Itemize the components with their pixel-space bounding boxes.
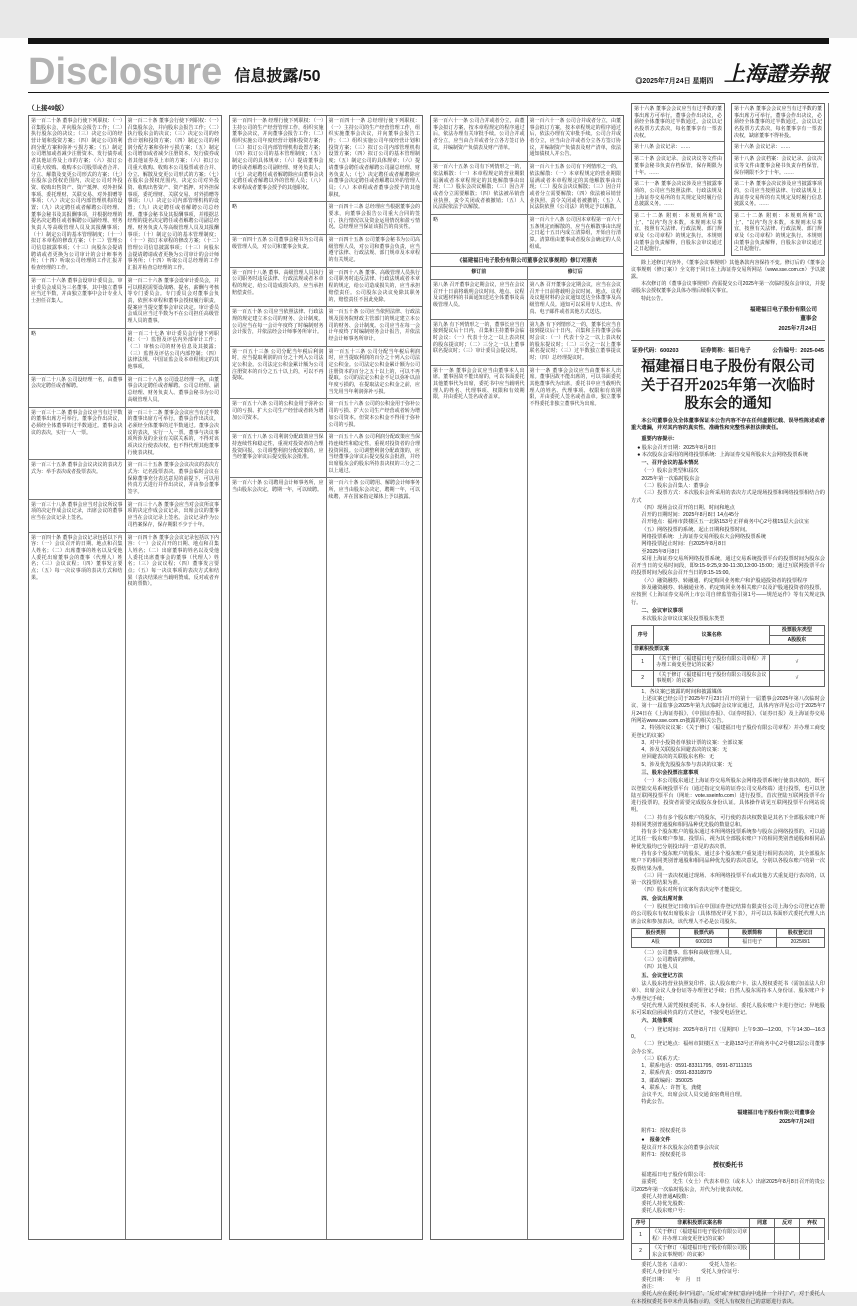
announcement-paragraph: 附件1：授权委托书 bbox=[641, 1152, 686, 1159]
announcement-paragraph: 网络投票系统：上海证券交易所股东大会网络投票系统 bbox=[641, 533, 766, 540]
charter-cell-before: 第一百五十三条 公司分配当年税后利润时，应当提取利润的百分之十列入公司法定公积金。公司法定公积金累计额为公司注册资本的百分之五十以上的，可以不再提取。 bbox=[232, 348, 324, 382]
charter-cell-before: 第一百二十条 董事会行使下列职权：（一）召集股东会，并向股东会报告工作；（二）执行股东会的决议；（三）决定公司的经营计划和投资方案；（四）制定公司的利润分配方案和弥补亏损方案；（五）制定公司增加或者减少注册资本、发行债券或者其他证券及上市的方案；（六）拟订公司重大收购、收购本公司股票或者合并、分立、解散及变更公司形式的方案；（七）在股东会授权范围内，决定公司对外投资、收购出售资产、资产抵押、对外担保事项、委托理财、关联交易、对外捐赠等事项；（八）决定公司内部管理机构的设置；（九）决定聘任或者解聘公司经理、董事会秘书及其报酬事项，并根据经理的提名决定聘任或者解聘公司副经理、财务负责人等高级管理人员及其报酬事项；（十）制定公司的基本管理制度；（十一）拟订本章程的修改方案；（十二）管理公司信息披露事项；（十三）向股东会提请聘请或者更换为公司审计的会计师事务所；（十四）听取公司经理的工作汇报并检查经理的工作。 bbox=[31, 118, 123, 272]
table-cell bbox=[750, 1228, 775, 1244]
column-block-1 bbox=[28, 103, 222, 1240]
announcement-heading: 重要内容提示： bbox=[641, 436, 678, 443]
charter-cell-before: 略 bbox=[232, 204, 238, 211]
charter-row bbox=[29, 276, 221, 329]
table-row bbox=[632, 654, 825, 670]
announcement-heading: 一、召开会议的基本情况 bbox=[641, 460, 699, 467]
closing-paragraph: 特此公告。 bbox=[641, 295, 667, 302]
announcement-paragraph: 3、邮政编码：350025 bbox=[641, 1077, 693, 1084]
table-row bbox=[632, 645, 825, 655]
signature-line: 2025年7月24日 bbox=[778, 325, 817, 332]
rules-row: 第十八条 会议记录：…… bbox=[632, 142, 724, 154]
rules-table-right bbox=[731, 103, 825, 256]
charter-cell-before: 第一百六十五条 公司有下列情形之一的，依法解散：（一）本章程规定的营业期限届满或者本章程规定的其他解散事由出现；（二）股东会决议解散；（三）因合并或者分立需要解散；（四）依法被吊销营业执照、责令关闭或者被撤销；（五）人民法院依法予以解散。 bbox=[433, 164, 525, 211]
charter-cell-before: 第一百三十八条 董事会应当对会议所议事项的决定作成会议记录，出席会议的董事应当在会议记录上签名。 bbox=[31, 501, 123, 522]
charter-cell-before: 第一百六十一条 公司合并或者分立，由董事会拟订方案，按本章程规定的程序通过后，依法办理有关审批手续。公司合并或者分立，应当由合并或者分立各方签订协议，并编制资产负债表及财产清单。 bbox=[433, 118, 525, 151]
page-header bbox=[28, 46, 829, 93]
announcement-paragraph: 召开地点：福州市鼓楼区五一北路153号正祥商务中心2号楼15层大会议室 bbox=[641, 519, 810, 526]
charter-cell-before: 第一百四十条 董事会会议记录包括以下内容：（一）会议召开的日期、地点和召集人姓名；（二）出席董事的姓名以及受他人委托出席董事会的董事（代理人）姓名；（三）会议议程；（四）董事发言要点；（五）每一决议事项的表决方式和结果。 bbox=[31, 534, 123, 581]
announcement-title-company: 福建福日电子股份有限公司 bbox=[641, 359, 815, 376]
table-header-cell: 弃权 bbox=[800, 1218, 825, 1228]
top-black-bar bbox=[28, 38, 829, 44]
section-title: 信息披露/50 bbox=[234, 68, 321, 85]
charter-row bbox=[29, 500, 221, 533]
announcement-paragraph: （三）投票方式：本次股东会所采用的表决方式是现场投票和网络投票相结合的方式 bbox=[631, 490, 825, 504]
announcement-title-subject: 关于召开2025年第一次临时股东会的通知 bbox=[641, 377, 815, 413]
announcement-paragraph: 委托人签名（盖章）： 受托人签名： bbox=[641, 1262, 759, 1269]
table-cell bbox=[800, 1228, 825, 1244]
announcement-paragraph: 4、涉及关联股东回避表决的议案：无 bbox=[641, 747, 728, 754]
shareholder-meeting-announcement bbox=[631, 344, 825, 1306]
column-block-2 bbox=[229, 103, 423, 1240]
charter-cell-after: 修订后 bbox=[527, 267, 624, 279]
table-cell: √ bbox=[769, 654, 824, 670]
charter-cell-after: 第一百六十一条 公司合并或者分立，由董事会拟订方案，按本章程规定的程序通过后，依法办理有关审批手续。公司合并或者分立，应当由合并或者分立各方签订协议，并编制资产负债表及财产清单，依法通知债权人并公告。 bbox=[527, 116, 624, 161]
newspaper-masthead: 上海證券報 bbox=[724, 61, 829, 86]
right-column bbox=[631, 103, 829, 1305]
announcement-paragraph: 2025年第一次临时股东会 bbox=[641, 475, 700, 482]
announcement-paragraph: 4、联系人：许智飞、龚健 bbox=[641, 1084, 702, 1091]
announcement-paragraph: 备注： bbox=[641, 1284, 657, 1290]
announcement-paragraph: （二）股东会召集人：董事会 bbox=[641, 483, 709, 490]
record-date-table bbox=[631, 928, 825, 948]
board-disclaimer: 本公司董事会及全体董事保证本公告内容不存在任何虚假记载、误导性陈述或者重大遗漏，并对其内容的真实性、准确性和完整性承担法律责任。 bbox=[631, 417, 825, 432]
security-code: 证券代码：600203 bbox=[632, 348, 679, 355]
charter-cell-after: 第一百四十一条 总经理行使下列职权：（一）主持公司的生产经营管理工作，组织实施董事会决议，并向董事会报告工作；（二）组织实施公司年度经营计划和投资方案；（三）拟订公司内部管理机构设置方案；（四）拟订公司的基本管理制度；（五）制定公司的具体规章；（六）提请董事会聘任或者解聘公司副总经理、财务负责人；（七）决定聘任或者解聘除应由董事会决定聘任或者解聘以外的管理人员；（八）本章程或者董事会授予的其他职权。 bbox=[326, 116, 423, 201]
announcement-paragraph: （二）持有多个股东账户的股东，可行使的表决权数量是其名下全部股东账户所持相同类别普通股和相同品种优先股的数量总和。 bbox=[631, 814, 825, 828]
announcement-heading: 六、其他事项 bbox=[641, 1018, 673, 1025]
continuation-marker: （上接49版） bbox=[28, 105, 68, 112]
charter-cell-before: 第一百四十八条 董事、高级管理人员执行公司职务时违反法律、行政法规或者本章程的规定，给公司造成损失的，应当承担赔偿责任。 bbox=[232, 269, 324, 296]
announcement-paragraph: （三）同一表决权通过现场、本所网络投票平台或其他方式重复进行表决的，以第一次投票结果为准。 bbox=[631, 872, 825, 887]
charter-row bbox=[230, 399, 422, 432]
charter-cell-after: 第一百六十五条 公司有下列情形之一的，依法解散：（一）本章程规定的营业期限届满或者本章程规定的其他解散事由出现；（二）股东会决议解散；（三）因合并或者分立需要解散；（四）依法被吊销营业执照、责令关闭或者被撤销；（五）人民法院依照《公司法》的规定予以解散。 bbox=[527, 162, 624, 214]
column-block-3 bbox=[430, 103, 624, 1240]
table-cell bbox=[775, 1244, 800, 1260]
charter-cell-after: 第一百二十七条 审计委员会行使下列职权：（一）监督及评估内外部审计工作；（二）审核公司的财务信息及其披露；（三）监督及评估公司内部控制；（四）法律法规、中国证监会及本章程规定的其他事项。 bbox=[125, 329, 222, 374]
charter-row bbox=[230, 432, 422, 478]
signature-line: 福建福日电子股份有限公司董事会 bbox=[737, 1109, 815, 1116]
charter-row bbox=[29, 375, 221, 408]
table-header-cell: 反对 bbox=[775, 1218, 800, 1228]
announcement-paragraph: 委托日期： 年 月 日 bbox=[641, 1276, 702, 1283]
charter-cell-before: 第一百二十八条 公司设经理一名，由董事会决定聘任或者解聘。 bbox=[31, 376, 123, 390]
charter-row bbox=[230, 268, 422, 307]
announcement-paragraph: 应回避表决的关联股东名称：无 bbox=[641, 754, 715, 761]
closing-paragraph: 除上述修订内容外，《董事会议事规则》其他条款内容保持不变。修订后的《董事会议事规则（修订案）》全文将于同日在上海证券交易所网站（www.sse.com.cn）予以披露。 bbox=[631, 260, 825, 281]
announcement-paragraph: 会议半天，出席会议人员交通食宿费用自理。 bbox=[641, 1092, 746, 1099]
charter-row bbox=[431, 162, 623, 215]
announcement-paragraph: 至2025年8月8日 bbox=[641, 548, 680, 555]
charter-cell-after: 第一百五十八条 公司利润分配政策应当保持连续性和稳定性，重视对投资者的合理投资回报。公司调整利润分配政策的，应当经董事会审议后提交股东会批准，并经出席股东会的股东所持表决权的三分之二以上通过。 bbox=[326, 432, 423, 477]
charter-cell-before: 略 bbox=[433, 216, 439, 223]
header-left bbox=[28, 50, 321, 93]
announcement-paragraph: （三）公司聘请的律师。 bbox=[641, 957, 699, 964]
table-row bbox=[632, 1228, 825, 1244]
announcement-signature bbox=[631, 1109, 815, 1127]
charter-cell-before: 第八条 召开董事会定期会议，应当在会议召开十日前将载明会议时间、地点、议程及议题材料的书面通知送达全体董事及高级管理人员。 bbox=[433, 282, 525, 309]
charter-cell-before: 第一百二十六条 董事会设审计委员会。审计委员会成员为三名董事，其中独立董事应当过半数，并由独立董事中会计专业人士担任召集人。 bbox=[31, 277, 123, 304]
table-header-cell: 投票股东类型 bbox=[769, 626, 824, 636]
announcement-paragraph: 涉及融资融券、转融通业务、约定购回业务相关账户以及沪股通投资者的投票，应按照《上海证券交易所上市公司自律监管指引第1号——规范运作》等有关规定执行。 bbox=[631, 584, 825, 606]
charter-cell-before: 第一百四十一条 经理行使下列职权：（一）主持公司的生产经营管理工作，组织实施董事会决议，并向董事会报告工作；（二）组织实施公司年度经营计划和投资方案；（三）拟订公司内部管理机构设置方案；（四）拟订公司的基本管理制度；（五）制定公司的具体规章；（六）提请董事会聘任或者解聘公司副经理、财务负责人；（七）决定聘任或者解聘除应由董事会决定聘任或者解聘以外的管理人员；（八）本章程或者董事会授予的其他职权。 bbox=[232, 118, 324, 191]
charter-cell-after: 第一百三十八条 董事会应当对会议所议事项的决定作成会议记录，出席会议的董事应当在会议记录上签名。会议记录作为公司档案保存，保存期限不少于十年。 bbox=[125, 500, 222, 532]
charter-row bbox=[431, 254, 623, 267]
charter-row bbox=[431, 320, 623, 366]
table-header-cell: 序号 bbox=[632, 626, 654, 645]
rules-row: 第二十条 会议记录、会议决议等文件由董事会秘书负责存档保管，保存期限为十年。…… bbox=[632, 154, 724, 179]
announcement-paragraph: 兹委托 先生（女士）代表本单位（或本人）出席2025年8月8日召开的贵公司2025年第一次临时股东会，并代为行使表决权。 bbox=[631, 1179, 825, 1193]
announcement-heading: 三、股东会投票注意事项 bbox=[641, 769, 699, 776]
table-cell: 2 bbox=[632, 670, 654, 686]
table-cell: 《关于修订〈福建福日电子股份有限公司股东会议事规则〉的议案》 bbox=[654, 670, 769, 686]
announcement-body bbox=[631, 435, 825, 1306]
charter-row bbox=[431, 215, 623, 254]
charter-row bbox=[431, 116, 623, 162]
table-group-cell: 非累积投票议案 bbox=[632, 645, 825, 655]
rules-comparison-tables bbox=[631, 103, 825, 256]
table-row bbox=[632, 1244, 825, 1260]
announcement-paragraph: （一）股权登记日收市后在中国证券登记结算有限责任公司上海分公司登记在册的公司股东有权出席股东会（具体情况详见下表），并可以以书面形式委托代理人出席会议和参加表决。该代理人不必是公司股东。 bbox=[631, 904, 825, 925]
closing-paragraph: 本次修订的《董事会议事规则》尚需提交公司2025年第一次临时股东会审议，并提请股东会授权董事会具体办理后续相关事宜。 bbox=[631, 281, 825, 295]
charter-cell-after: 第一百四十三条 总经理应当根据董事会的要求，向董事会报告公司重大合同的签订、执行情况以及资金运用情况和盈亏情况。总经理应当保证该报告的真实性。 bbox=[326, 202, 423, 234]
signature-line: 福建福日电子股份有限公司 bbox=[749, 306, 817, 313]
charter-cell-after: 第八条 召开董事会定期会议，应当在会议召开十日前将载明会议时间、地点、议程及议题材料的会议通知送达全体董事及高级管理人员。通知可以采用专人送出、传真、电子邮件或者其他方式送达。 bbox=[527, 280, 624, 318]
table-cell bbox=[750, 1244, 775, 1260]
previous-announcement-signature bbox=[631, 306, 817, 335]
proposal-vote-table bbox=[631, 625, 825, 687]
rules-row: 第十六条 会议记录：…… bbox=[732, 142, 824, 154]
charter-row bbox=[230, 478, 422, 1239]
charter-comparison-table-3 bbox=[430, 115, 624, 1240]
rules-row: 第二十条 董事会决议涉及应当披露事项的，公司应当按照法律、行政法规及上海证券交易所的有关规定及时履行信息披露义务。…… bbox=[732, 179, 824, 211]
announcement-paragraph: （四）股东对所有议案均表决完毕才能提交。 bbox=[641, 887, 746, 894]
charter-row bbox=[431, 366, 623, 1239]
announcement-paragraph: 提议召开本次股东会的董事会决议 bbox=[641, 1145, 720, 1152]
announcement-paragraph: （四）现场会议召开的日期、时间和地点 bbox=[641, 504, 735, 511]
charter-cell-before: 第九条 有下列情形之一的，董事长应当自接到提议后十日内，召集和主持董事会临时会议：（一）代表十分之一以上表决权的股东提议时；（二）三分之一以上董事联名提议时；（三）审计委员会提议时。 bbox=[433, 321, 525, 355]
charter-cell-after: 第一百四十五条 公司董事会秘书为公司高级管理人员，对公司和董事会负责，应当遵守法律、行政法规、部门规章及本章程的有关规定。 bbox=[326, 235, 423, 267]
security-meta-line bbox=[632, 346, 824, 354]
announcement-bullet: ● 股东会召开日期：2025年8月8日 bbox=[637, 444, 717, 451]
announcement-paragraph: 1、各议案已披露的时间和披露媒体 bbox=[641, 688, 723, 695]
charter-cell-before: 第十一条 董事会会议应当由董事本人出席。董事因故不能出席的，可以书面委托其他董事代为出席，委托书中应当载明代理人的姓名、代理事项、权限和有效期限，并由委托人签名或者盖章。 bbox=[433, 367, 525, 401]
announcement-paragraph: 采用上海证券交易所网络投票系统，通过交易系统投票平台的投票时间为股东会召开当日的交易时间段，即9:15-9:25,9:30-11:30,13:00-15:00；通过互联网投票平台的投票时间为股东会召开当日的9:15-15:00。 bbox=[631, 555, 825, 577]
previous-announcement-closing bbox=[631, 260, 825, 303]
table-header-cell: 同意 bbox=[750, 1218, 775, 1228]
announcement-heading: 二、会议审议事项 bbox=[641, 607, 683, 614]
announcement-paragraph: 委托人股东账户号： bbox=[641, 1208, 717, 1215]
table-header-cell: 股份类别 bbox=[632, 928, 680, 938]
table-header-cell: 股票简称 bbox=[728, 928, 776, 938]
rules-row: 第二十二条 附则：本规则所称“以上”、“以内”均含本数。本规则未尽事宜，按照有关法律、行政法规、部门规章及《公司章程》的规定执行。本规则由董事会负责解释，自股东会审议通过之日起施行。 bbox=[634, 212, 722, 253]
table-cell: 600203 bbox=[680, 938, 728, 948]
announcement-paragraph: 委托人应在委托书中“同意”、“反对”或“弃权”意向中选择一个并打“√”，对于委托人在本授权委托书中未作具体指示的，受托人有权按自己的意愿进行表决。 bbox=[631, 1291, 825, 1305]
charter-row bbox=[431, 280, 623, 319]
announcement-paragraph: 网络投票起止时间：自2025年8月8日 bbox=[641, 541, 727, 548]
rules-row: 第二十二条 附则：本规则所称“以上”、“以内”均含本数。本规则未尽事宜，按照有关法律、行政法规、部门规章及《公司章程》的规定执行。本规则由董事会负责解释，自股东会审议通过之日起施行。 bbox=[734, 212, 822, 253]
announcement-separator bbox=[631, 340, 825, 341]
table-cell: 1 bbox=[632, 654, 654, 670]
announcement-paragraph: 法人股东持营业执照复印件、法人股东账户卡、法人授权委托书（需加盖法人印章）、出席会议人身份证等办理登记手续；自然人股东需持本人身份证、股东账户卡办理登记手续； bbox=[631, 980, 825, 1002]
charter-cell-after: 第一百六十八条 公司因本章程第一百六十五条规定而解散的，应当在解散事由出现之日起十五日内成立清算组，开始自行清算。清算组由董事或者股东会确定的人员组成。 bbox=[527, 215, 624, 253]
signature-line: 2025年7月24日 bbox=[779, 1118, 815, 1125]
charter-row bbox=[230, 116, 422, 202]
table-cell: 《关于修订〈福建福日电子股份有限公司章程〉并办理工商变更登记的议案》 bbox=[654, 654, 769, 670]
announcement-paragraph: 附件1：授权委托书 bbox=[641, 1128, 686, 1135]
rules-table-left bbox=[631, 103, 725, 256]
charter-cell-after: 第十一条 董事会会议应当由董事本人出席。董事因故不能出席的，可以书面委托其他董事代为出席，委托书中应当载明代理人的姓名、代理事项、权限和有效期限，并由委托人签名或者盖章。独立董事不得委托非独立董事代为出席。 bbox=[527, 366, 624, 1239]
charter-row bbox=[230, 347, 422, 400]
proxy-vote-table bbox=[631, 1218, 825, 1261]
table-cell: A股 bbox=[632, 938, 680, 948]
rules-row: 第十八条 会议档案：会议记录、会议决议等文件由董事会秘书负责存档保管，保存期限不少于十年。…… bbox=[732, 154, 824, 179]
table-cell: 福日电子 bbox=[728, 938, 776, 948]
table-cell: 《关于修订〈福建福日电子股份有限公司章程〉并办理工商变更登记的议案》 bbox=[650, 1228, 750, 1244]
table-cell: 1 bbox=[632, 1228, 650, 1244]
announcement-paragraph: 特此公告。 bbox=[641, 1099, 668, 1106]
announcement-paragraph: 召开的日期时间：2025年8月8日 14点45分 bbox=[641, 512, 740, 519]
charter-row bbox=[29, 116, 221, 276]
announcement-paragraph: （二）公司董事、监事和高级管理人员。 bbox=[641, 949, 735, 956]
announcement-paragraph: （一）登记时间：2025年8月7日（星期四）上午9:30—12:00，下午14:30—16:30。 bbox=[631, 1026, 825, 1040]
announcement-paragraph: 委托人身份证号： 受托人身份证号： bbox=[641, 1269, 761, 1276]
table-row bbox=[632, 626, 825, 636]
announcement-heading: 四、会议出席对象 bbox=[641, 895, 683, 902]
charter-comparison-table-2 bbox=[229, 115, 423, 1240]
charter-cell-before: 第一百四十五条 公司董事会秘书为公司高级管理人员，对公司和董事会负责。 bbox=[232, 237, 324, 250]
brand-wordmark: Disclosure bbox=[28, 50, 223, 93]
charter-cell-after: 第一百五十条 公司应当依照法律、行政法规及国务院财政主管部门的规定建立本公司的财务、会计制度。公司应当在每一会计年度终了时编制财务会计报告，并依法经会计师事务所审计。 bbox=[326, 307, 423, 345]
proxy-form-title: 授权委托书 bbox=[712, 1162, 743, 1169]
charter-row bbox=[29, 460, 221, 499]
announcement-paragraph: （四）其他人员 bbox=[641, 964, 678, 971]
table-cell bbox=[775, 1228, 800, 1244]
rules-row: 第十六条 董事会会议应当有过半数的董事出席方可举行。董事会作出决议，必须经全体董事的过半数通过。会议以记名投票方式表决，每名董事享有一票表决权。 bbox=[632, 104, 724, 142]
issue-date: ◎2025年7月24日 星期四 bbox=[635, 78, 714, 85]
charter-cell-after: 第一百六十条 公司聘用、解聘会计师事务所，应当由股东会决定，聘期一年，可以续聘，并在国家指定媒体上予以披露。 bbox=[326, 478, 423, 1239]
announcement-paragraph: 上述议案已经公司于2025年7月23日召开的第十一届董事会2025年第八次临时会议、第十一届监事会2025年第九次临时会议审议通过，具体内容详见公司于2025年7月24日在《上海证券报》、《中国证券报》、《证券时报》、《证券日报》及上海证券交易所网站www.sse.com.cn披露的相关公告。 bbox=[631, 696, 825, 724]
rules-row: 第十六条 董事会会议应当有过半数的董事出席方可举行。董事会作出决议，必须经全体董事的过半数通过。会议以记名投票方式表决，每名董事享有一票表决权，缺席董事不得补投。 bbox=[732, 104, 824, 142]
announcement-paragraph: （一）股东会类型和届次 bbox=[641, 468, 699, 475]
table-cell: 《关于修订〈福建福日电子股份有限公司股东会议事规则〉的议案》 bbox=[650, 1244, 750, 1260]
announcement-paragraph: 福建福日电子股份有限公司： bbox=[641, 1171, 709, 1178]
announcement-paragraph: （二）登记地点：福州市鼓楼区五一北路153号正祥商务中心2号楼12层公司董事会办公室。 bbox=[631, 1041, 825, 1055]
charter-cell-after: 第一百五十六条 公司的公积金用于弥补公司的亏损、扩大公司生产经营或者转为增加公司资本。但资本公积金不得用于弥补公司的亏损。 bbox=[326, 399, 423, 431]
charter-cell-after: 第一百三十二条 董事会会议应当有过半数的董事出席方可举行。董事会作出决议，必须经全体董事的过半数通过。董事会决议的表决，实行一人一票。董事与决议事项所涉及的企业有关联关系的，不得对该项决议行使表决权，也不得代理其他董事行使表决权。 bbox=[125, 408, 222, 460]
charter-row bbox=[230, 235, 422, 268]
charter-cell-after: 第一百二十六条 董事会设审计委员会，并可以根据需要设战略、提名、薪酬与考核等专门委员会。专门委员会对董事会负责，依照本章程和董事会授权履行职责，提案应当提交董事会审议决定。审计委员会成员应当过半数为不在公司担任高级管理人员的董事。 bbox=[125, 276, 222, 328]
table-cell: √ bbox=[769, 670, 824, 686]
charter-cell-before: 第一百六十条 公司聘用会计师事务所，应当由股东会决定，聘期一年，可以续聘。 bbox=[232, 480, 324, 493]
charter-row bbox=[230, 307, 422, 346]
charter-cell-after: 第一百四十八条 董事、高级管理人员执行公司职务时违反法律、行政法规或者本章程的规定，给公司造成损失的，应当承担赔偿责任。公司股东会决议免除其职务的，赔偿责任不因此免除。 bbox=[326, 268, 423, 306]
charter-row bbox=[431, 267, 623, 280]
rules-row: 第二十一条 董事会决议涉及应当披露事项的，公司应当按照法律、行政法规及上海证券交易所的有关规定及时履行信息披露义务。…… bbox=[632, 179, 724, 211]
charter-cell-before: 略 bbox=[31, 330, 37, 337]
table-cell: 2025/8/1 bbox=[776, 938, 824, 948]
table-row bbox=[632, 938, 825, 948]
announcement-paragraph: 持有多个股东账户的股东，通过多个股东账户重复进行相同表决的，其全部股东账户下的相同类别普通股和相同品种优先股的表决意见，分别以各股东账户的第一次投票结果为准。 bbox=[631, 851, 825, 872]
announcement-paragraph: 3、对中小投资者单独计票的议案：全部议案 bbox=[641, 739, 743, 746]
charter-cell-after: 第一百三十五条 董事会会议决议的表决方式为：记名投票表决。董事会临时会议在保障董事充分表达意见的前提下，可以用传真方式进行并作出决议，并由参会董事签字。 bbox=[125, 460, 222, 498]
charter-row bbox=[29, 408, 221, 461]
announcement-paragraph: 5、涉及优先股股东参与表决的议案：无 bbox=[641, 761, 733, 768]
announcement-paragraph: 受托代理人需凭授权委托书、本人身份证、委托人股东账户卡进行登记；异地股东可采取信函或传真的方式登记，不接受电话登记。 bbox=[631, 1002, 825, 1017]
charter-cell-after: 第一百四十条 董事会会议记录包括以下内容：（一）会议召开的日期、地点和召集人姓名；（二）出席董事的姓名以及受他人委托出席董事会的董事（代理人）姓名；（三）会议议程；（四）董事发言要点；（五）每一决议事项的表决方式和结果（表决结果应当载明赞成、反对或者弃权的票数）。 bbox=[125, 533, 222, 1240]
table-header-cell: A股股东 bbox=[769, 635, 824, 645]
charter-row bbox=[230, 202, 422, 235]
charter-cell-before: 第一百三十五条 董事会会议决议的表决方式为：举手表决或者投票表决。 bbox=[31, 462, 123, 475]
table-row bbox=[632, 670, 825, 686]
announcement-paragraph: 持有多个股东账户的股东通过本所网络投票系统参与股东会网络投票的，可以通过其任一股东账户参加。投票后，视为其全部股东账户下的相同类别普通股和相同品种优先股均已分别投出同一意见的表决票。 bbox=[631, 829, 825, 850]
table-header-cell: 非累积投票议案名称 bbox=[650, 1218, 750, 1228]
announcement-paragraph: （六）融资融券、转融通、约定购回业务账户和沪股通投资者的投票程序 bbox=[641, 577, 808, 584]
announcement-paragraph: 本次股东会审议议案及投票股东类型 bbox=[641, 616, 725, 623]
table-cell bbox=[800, 1244, 825, 1260]
table-header-cell: 股权登记日 bbox=[776, 928, 824, 938]
announcement-heading: ● 报备文件 bbox=[641, 1136, 671, 1143]
signature-line: 董事会 bbox=[800, 316, 817, 323]
security-abbr: 证券简称：福日电子 bbox=[700, 348, 751, 355]
table-row bbox=[632, 928, 825, 938]
charter-cell-before: 第一百五十条 公司应当依照法律、行政法规的规定建立本公司的财务、会计制度。公司应当在每一会计年度终了时编制财务会计报告，并依法经会计师事务所审计。 bbox=[232, 309, 324, 336]
newspaper-page bbox=[0, 38, 857, 1305]
announcement-paragraph: （一）本公司股东通过上海证券交易所股东会网络投票系统行使表决权的，既可以登陆交易系统投票平台（通过指定交易的证券公司交易终端）进行投票，也可以登陆互联网投票平台（网址：vote.sseinfo.com）进行投票。首次登陆互联网投票平台进行投票的，投资者需要完成股东身份认证。具体操作请见互联网投票平台网站说明。 bbox=[631, 778, 825, 814]
announcement-paragraph: 1、联系电话：0591-83311795、0591-87111315 bbox=[641, 1063, 753, 1070]
announcement-paragraph: （五）网络投票的系统、起止日期和投票时间。 bbox=[641, 526, 751, 533]
table-header-cell: 股票代码 bbox=[680, 928, 728, 938]
charter-cell-after: 第一百二十八条 公司设总经理一名，由董事会决定聘任或者解聘。公司总经理、副总经理、财务负责人、董事会秘书为公司高级管理人员。 bbox=[125, 375, 222, 407]
announcement-number: 公告编号：2025-045 bbox=[772, 348, 824, 355]
table-cell: 2 bbox=[632, 1244, 650, 1260]
announcement-paragraph: 2、联系传真：0591-83318979 bbox=[641, 1070, 712, 1077]
charter-cell-after: 第一百五十三条 公司分配当年税后利润时，应当提取利润的百分之十列入公司法定公积金。公司法定公积金累计额为公司注册资本的百分之五十以上的，可以不再提取。公司的法定公积金不足以弥补以前年度亏损的，在提取法定公积金之前，应当先用当年利润弥补亏损。 bbox=[326, 347, 423, 399]
table-header-cell: 序号 bbox=[632, 1218, 650, 1228]
table-header-cell: 议案名称 bbox=[654, 626, 769, 645]
announcement-bullet: ● 本次股东会采用的网络投票系统：上海证券交易所股东大会网络投票系统 bbox=[637, 451, 808, 458]
charter-cell-after: 第一百二十条 董事会行使下列职权：（一）召集股东会，并向股东会报告工作；（二）执行股东会的决议；（三）决定公司的经营计划和投资方案；（四）制定公司的利润分配方案和弥补亏损方案；（五）制定公司增加或者减少注册资本、发行债券或者其他证券及上市的方案；（六）拟订公司重大收购、收购本公司股票或者合并、分立、解散及变更公司形式的方案；（七）在股东会授权范围内，决定公司对外投资、收购出售资产、资产抵押、对外担保事项、委托理财、关联交易、对外捐赠等事项；（八）决定公司内部管理机构的设置；（九）决定聘任或者解聘公司总经理、董事会秘书及其报酬事项，并根据总经理的提名决定聘任或者解聘公司副总经理、财务负责人等高级管理人员及其报酬事项；（十）制定公司的基本管理制度；（十一）拟订本章程的修改方案；（十二）管理公司信息披露事项；（十三）向股东会提请聘请或者更换为公司审计的会计师事务所；（十四）听取公司总经理的工作汇报并检查总经理的工作。 bbox=[125, 116, 222, 275]
announcement-paragraph: 委托人持优先股数： bbox=[641, 1201, 717, 1208]
charter-cell-after: 第九条 有下列情形之一的，董事长应当自接到提议后十日内，召集和主持董事会临时会议：（一）代表十分之一以上表决权的股东提议时；（二）三分之一以上董事联名提议时；（三）过半数独立董事提议时；（四）总经理提议时。 bbox=[527, 320, 624, 365]
charter-cell-before: 第一百五十六条 公司的公积金用于弥补公司的亏损、扩大公司生产经营或者转为增加公司资本。 bbox=[232, 401, 324, 421]
announcement-paragraph: （三）联系方式： bbox=[641, 1055, 683, 1062]
table-row bbox=[632, 1218, 825, 1228]
charter-cell-before: 第一百五十八条 公司利润分配政策应当保持连续性和稳定性，重视对投资者的合理投资回报。公司调整利润分配政策的，应当经董事会审议后提交股东会批准。 bbox=[232, 434, 324, 461]
charter-cell-before: 修订前 bbox=[471, 269, 487, 276]
announcement-heading: 五、会议登记方法 bbox=[641, 972, 683, 979]
charter-subtable-title: 《福建福日电子股份有限公司董事会议事规则》修订对照表 bbox=[456, 258, 598, 265]
header-right bbox=[635, 63, 829, 88]
charter-comparison-table-1 bbox=[28, 115, 222, 1240]
announcement-title bbox=[635, 358, 821, 414]
page-content bbox=[28, 103, 829, 1305]
announcement-paragraph: 2、特别决议议案：《关于修订〈福建福日电子股份有限公司章程〉并办理工商变更登记的议案》 bbox=[631, 725, 825, 739]
charter-row bbox=[29, 329, 221, 375]
announcement-paragraph: 委托人持普通A股数： bbox=[641, 1193, 721, 1200]
charter-row bbox=[29, 533, 221, 1240]
charter-cell-before: 第一百三十二条 董事会会议应当有过半数的董事出席方可举行。董事会作出决议，必须经全体董事的过半数通过。董事会决议的表决，实行一人一票。 bbox=[31, 409, 123, 436]
